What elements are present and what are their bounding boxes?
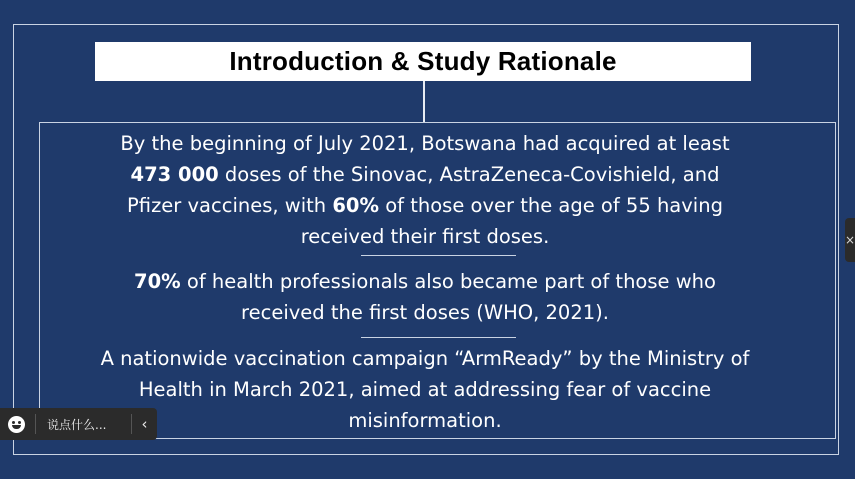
paragraph-3-line-3: misinformation. bbox=[348, 409, 502, 432]
paragraph-3-line-1: A nationwide vaccination campaign “ArmReady” by the Ministry of bbox=[100, 347, 750, 370]
title-box bbox=[95, 42, 751, 81]
percent-over-55: 60% bbox=[332, 194, 380, 217]
chat-input[interactable]: 说点什么... bbox=[47, 417, 107, 432]
paragraph-2-line-1: 70% of health professionals also became part of those who bbox=[134, 270, 716, 293]
chevron-left-icon[interactable]: ‹ bbox=[141, 415, 148, 433]
emoji-icon[interactable] bbox=[0, 408, 32, 440]
paragraph-1-line-2: 473 000 doses of the Sinovac, AstraZeneca-Covishield, and bbox=[130, 163, 720, 186]
connector-line bbox=[423, 81, 425, 123]
paragraph-3-line-2: Health in March 2021, aimed at addressing fear of vaccine bbox=[138, 378, 712, 401]
divider-1 bbox=[361, 255, 516, 256]
dose-count: 473 000 bbox=[130, 163, 219, 186]
percent-health-professionals: 70% bbox=[134, 270, 181, 293]
paragraph-1-line-4: received their first doses. bbox=[300, 225, 550, 248]
slide-title: Introduction & Study Rationale bbox=[229, 46, 617, 76]
paragraph-2-line-2: received the first doses (WHO, 2021). bbox=[241, 301, 609, 324]
paragraph-1-line-3: Pfizer vaccines, with 60% of those over the age of 55 having bbox=[127, 194, 723, 217]
paragraph-1 bbox=[39, 128, 811, 252]
chat-bar bbox=[0, 408, 157, 440]
paragraph-2 bbox=[39, 266, 811, 328]
divider-2 bbox=[361, 337, 516, 338]
close-icon[interactable]: × bbox=[845, 218, 855, 262]
paragraph-1-line-1: By the beginning of July 2021, Botswana had acquired at least bbox=[120, 132, 730, 155]
